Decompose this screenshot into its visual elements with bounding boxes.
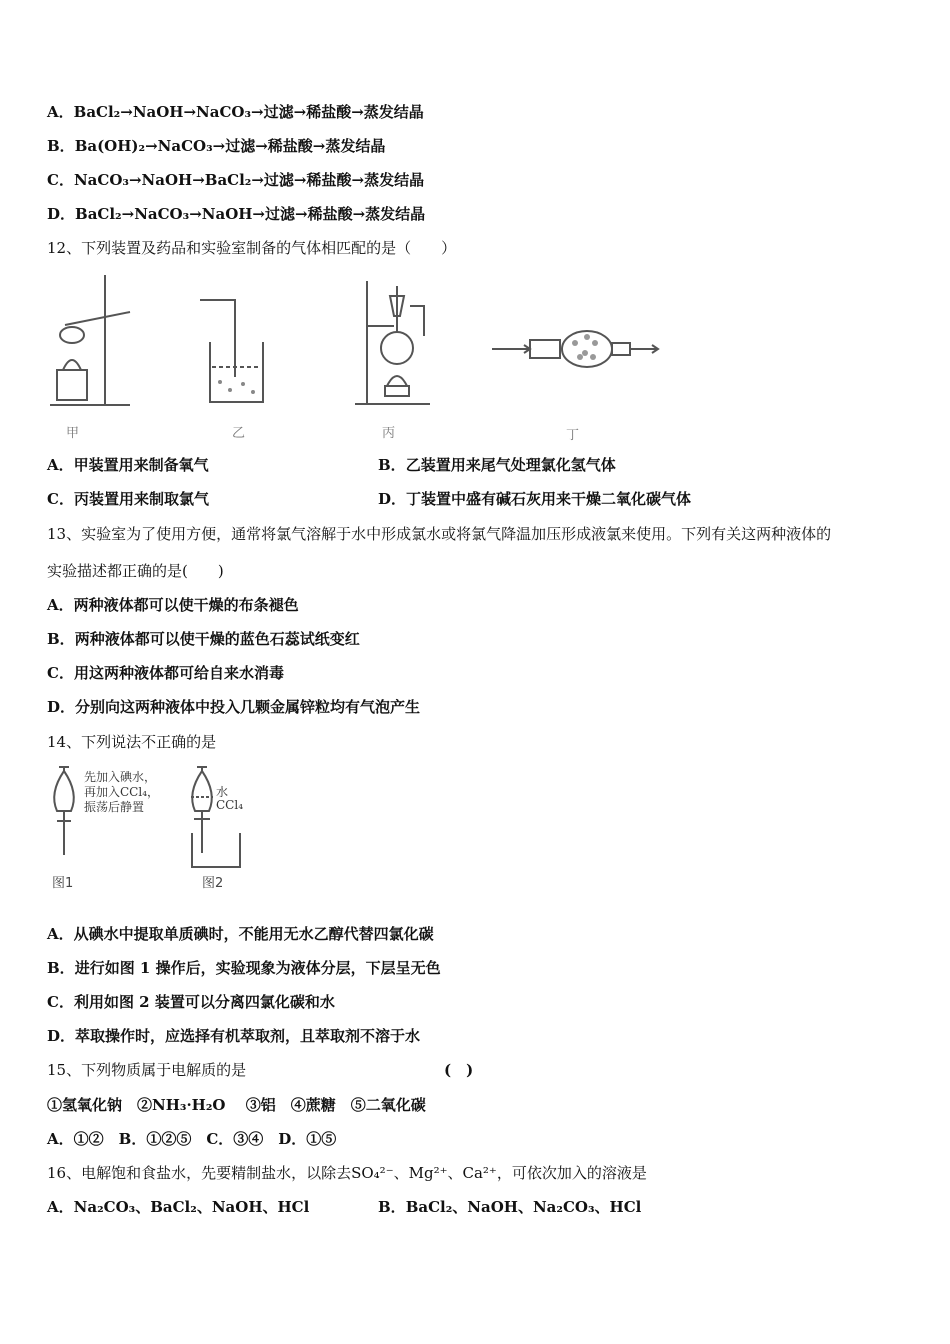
fig2-note: 水 CCl₄: [216, 785, 244, 812]
q14-option-d: D．萃取操作时，应选择有机萃取剂，且萃取剂不溶于水: [47, 1027, 421, 1045]
q14-option-c: C．利用如图 2 装置可以分离四氯化碳和水: [47, 993, 335, 1011]
apparatus-bing-figure: [352, 276, 432, 410]
q12-stem: 12、下列装置及药品和实验室制备的气体相匹配的是（ ）: [47, 239, 457, 257]
q13-option-c: C．用这两种液体都可给自来水消毒: [47, 664, 284, 682]
q13-option-d: D．分别向这两种液体中投入几颗金属锌粒均有气泡产生: [47, 698, 421, 716]
apparatus-yi-figure: [195, 292, 275, 410]
fig1-note: 先加入碘水， 再加入CCl₄， 振荡后静置: [84, 770, 160, 814]
figure-label-ding: 丁: [566, 428, 580, 443]
q15-stem: 15、下列物质属于电解质的是: [47, 1061, 247, 1079]
q14-option-a: A．从碘水中提取单质碘时，不能用无水乙醇代替四氯化碳: [47, 925, 434, 943]
q14-stem: 14、下列说法不正确的是: [47, 733, 217, 751]
q12-option-b: B．乙装置用来尾气处理氯化氢气体: [378, 456, 616, 474]
figure-label-yi: 乙: [232, 426, 246, 441]
q13-option-b: B．两种液体都可以使干燥的蓝色石蕊试纸变红: [47, 630, 360, 648]
apparatus-jia-figure: [45, 270, 135, 410]
q13-option-a: A．两种液体都可以使干燥的布条褪色: [47, 596, 299, 614]
q11-option-d: D．BaCl₂→NaCO₃→NaOH→过滤→稀盐酸→蒸发结晶: [47, 205, 426, 223]
figure-label-jia: 甲: [66, 426, 80, 441]
q16-stem: 16、电解饱和食盐水，先要精制盐水，以除去SO₄²⁻、Mg²⁺、Ca²⁺，可依次加入的溶液是: [47, 1164, 647, 1182]
separatory-funnel-fig1: [45, 763, 85, 863]
q15-answers: A．①② B．①②⑤ C．③④ D．①⑤: [47, 1130, 337, 1148]
q13-stem-line1: 13、实验室为了使用方便，通常将氯气溶解于水中形成氯水或将氯气降温加压形成液氯来使用。下列有关这两种液体的: [47, 525, 832, 543]
fig1-label: 图1: [52, 876, 74, 891]
q12-option-d: D．丁装置中盛有碱石灰用来干燥二氧化碳气体: [378, 490, 692, 508]
q11-option-c: C．NaCO₃→NaOH→BaCl₂→过滤→稀盐酸→蒸发结晶: [47, 171, 425, 189]
q11-option-a: A．BaCl₂→NaOH→NaCO₃→过滤→稀盐酸→蒸发结晶: [47, 103, 424, 121]
q12-option-c: C．丙装置用来制取氯气: [47, 490, 209, 508]
q14-option-b: B．进行如图 1 操作后，实验现象为液体分层，下层呈无色: [47, 959, 441, 977]
q13-stem-line2: 实验描述都正确的是( ): [47, 562, 224, 580]
q16-option-a: A．Na₂CO₃、BaCl₂、NaOH、HCl: [47, 1198, 310, 1216]
q15-items: ①氢氧化钠 ②NH₃·H₂O ③铝 ④蔗糖 ⑤二氧化碳: [47, 1096, 426, 1114]
apparatus-ding-figure: [490, 325, 660, 375]
q15-answer-bracket: ( ): [444, 1061, 474, 1079]
q11-option-b: B．Ba(OH)₂→NaCO₃→过滤→稀盐酸→蒸发结晶: [47, 137, 386, 155]
q16-option-b: B．BaCl₂、NaOH、Na₂CO₃、HCl: [378, 1198, 642, 1216]
figure-label-bing: 丙: [382, 426, 396, 441]
q12-option-a: A．甲装置用来制备氧气: [47, 456, 209, 474]
fig2-label: 图2: [202, 876, 224, 891]
separatory-funnel-fig2: [182, 763, 252, 869]
